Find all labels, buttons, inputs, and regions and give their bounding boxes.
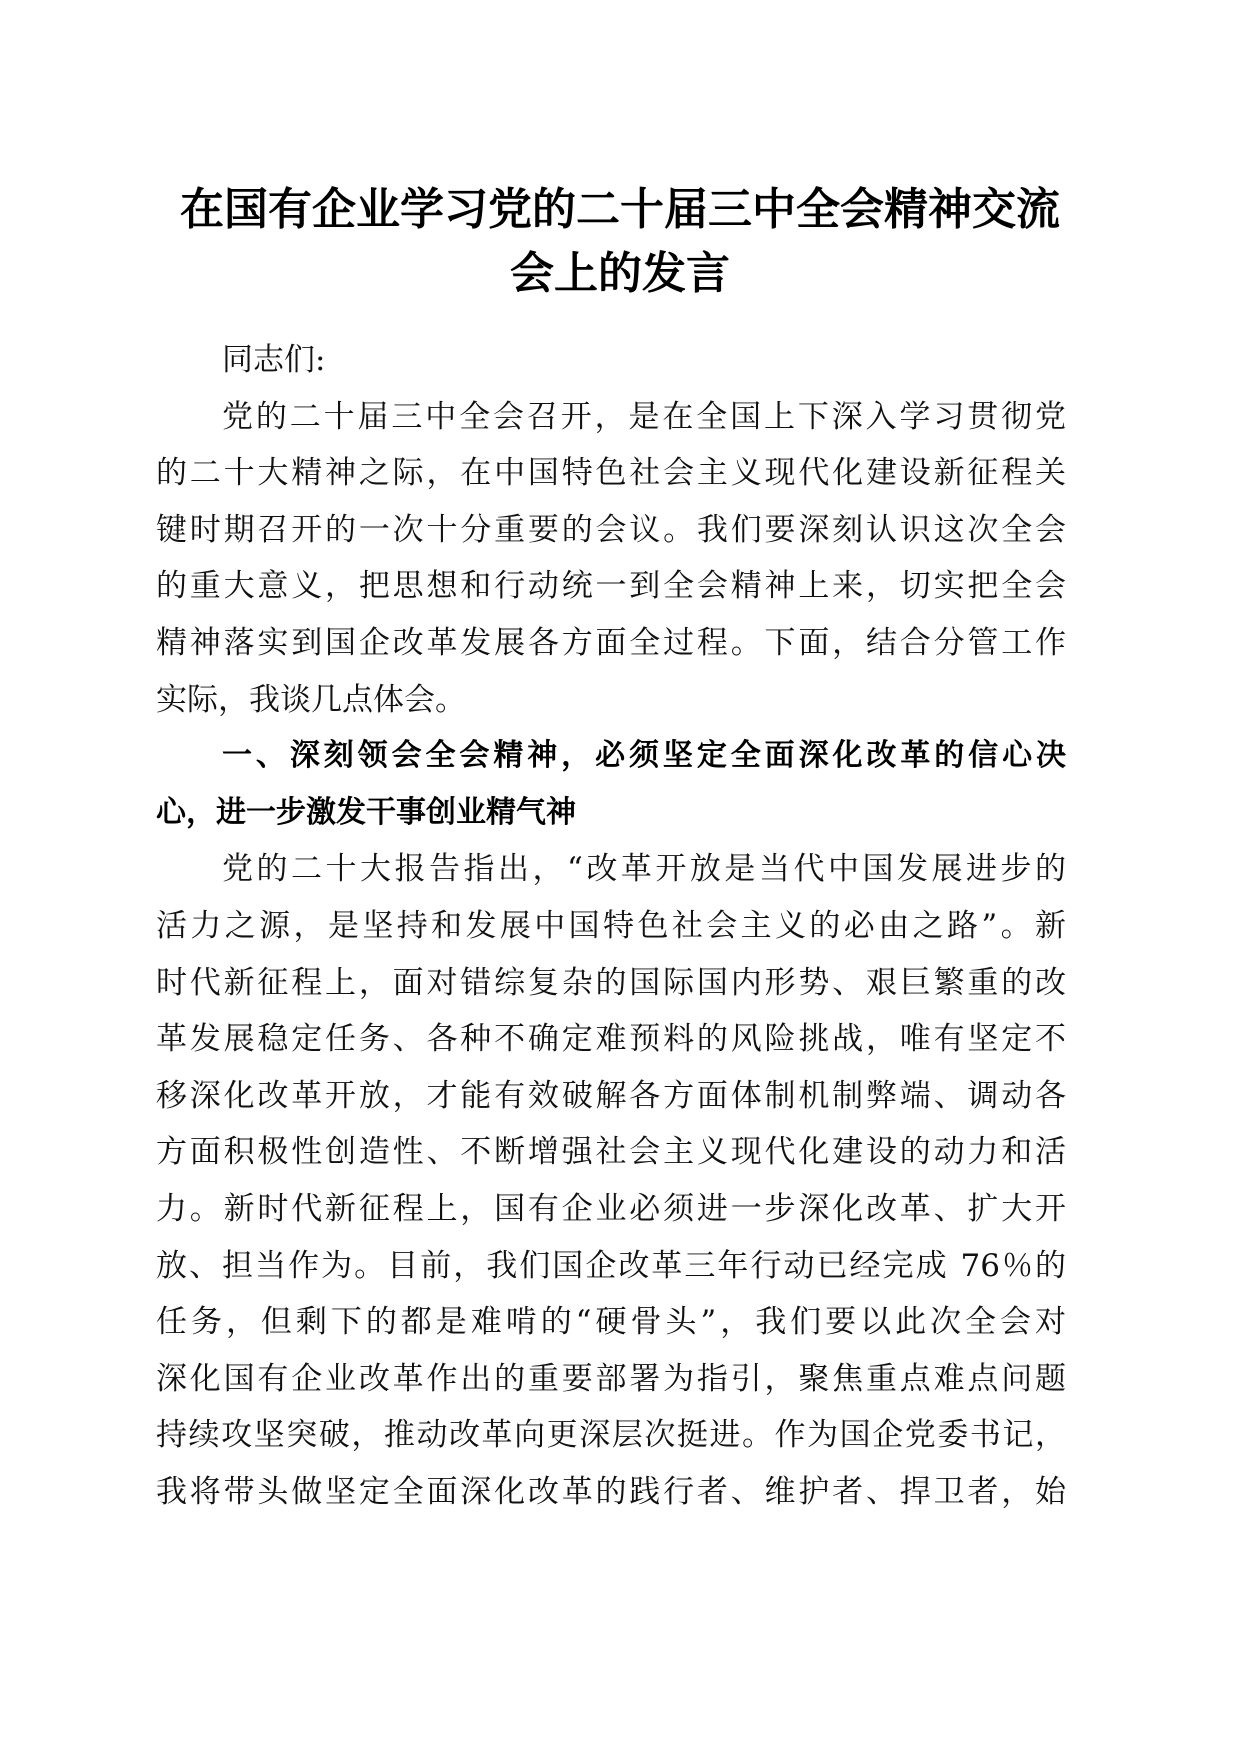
paragraph-line: 力。新时代新征程上，国有企业必须进一步深化改革、扩大开 bbox=[156, 1190, 1066, 1227]
title-line-1: 在国有企业学习党的二十届三中全会精神交流 bbox=[180, 184, 1060, 235]
paragraph-line: 实际，我谈几点体会。 bbox=[156, 681, 466, 718]
paragraph-line: 任务，但剩下的都是难啃的“硬骨头”，我们要以此次全会对 bbox=[156, 1304, 1066, 1341]
paragraph-line: 的重大意义，把思想和行动统一到全会精神上来，切实把全会 bbox=[156, 568, 1066, 605]
paragraph-line: 移深化改革开放，才能有效破解各方面体制机制弊端、调动各 bbox=[156, 1077, 1066, 1114]
section-heading-line: 一、深刻领会全会精神，必须坚定全面深化改革的信心决 bbox=[222, 738, 1066, 774]
paragraph-line: 的二十大精神之际，在中国特色社会主义现代化建设新征程关 bbox=[156, 455, 1066, 492]
paragraph-line: 持续攻坚突破，推动改革向更深层次挺进。作为国企党委书记， bbox=[156, 1417, 1066, 1454]
paragraph-line: 精神落实到国企改革发展各方面全过程。下面，结合分管工作 bbox=[156, 624, 1066, 661]
paragraph-line: 深化国有企业改革作出的重要部署为指引，聚焦重点难点问题 bbox=[156, 1360, 1066, 1397]
title-line-2: 会上的发言 bbox=[510, 248, 730, 299]
paragraph-line: 我将带头做坚定全面深化改革的践行者、维护者、捍卫者，始 bbox=[156, 1473, 1066, 1510]
paragraph-line: 放、担当作为。目前，我们国企改革三年行动已经完成 76％的 bbox=[156, 1247, 1066, 1284]
paragraph-line: 方面积极性创造性、不断增强社会主义现代化建设的动力和活 bbox=[156, 1134, 1066, 1171]
section-heading-line: 心，进一步激发干事创业精气神 bbox=[156, 794, 576, 830]
salutation: 同志们: bbox=[222, 342, 326, 378]
document-body bbox=[156, 332, 1066, 1520]
paragraph-line: 党的二十届三中全会召开，是在全国上下深入学习贯彻党 bbox=[222, 398, 1066, 435]
paragraph-line: 革发展稳定任务、各种不确定难预料的风险挑战，唯有坚定不 bbox=[156, 1021, 1066, 1058]
paragraph-line: 时代新征程上，面对错综复杂的国际国内形势、艰巨繁重的改 bbox=[156, 964, 1066, 1001]
paragraph-line: 键时期召开的一次十分重要的会议。我们要深刻认识这次全会 bbox=[156, 511, 1066, 548]
paragraph-line: 活力之源，是坚持和发展中国特色社会主义的必由之路”。新 bbox=[156, 907, 1066, 944]
paragraph-line: 党的二十大报告指出，“改革开放是当代中国发展进步的 bbox=[222, 851, 1066, 888]
document-title bbox=[150, 178, 1090, 306]
